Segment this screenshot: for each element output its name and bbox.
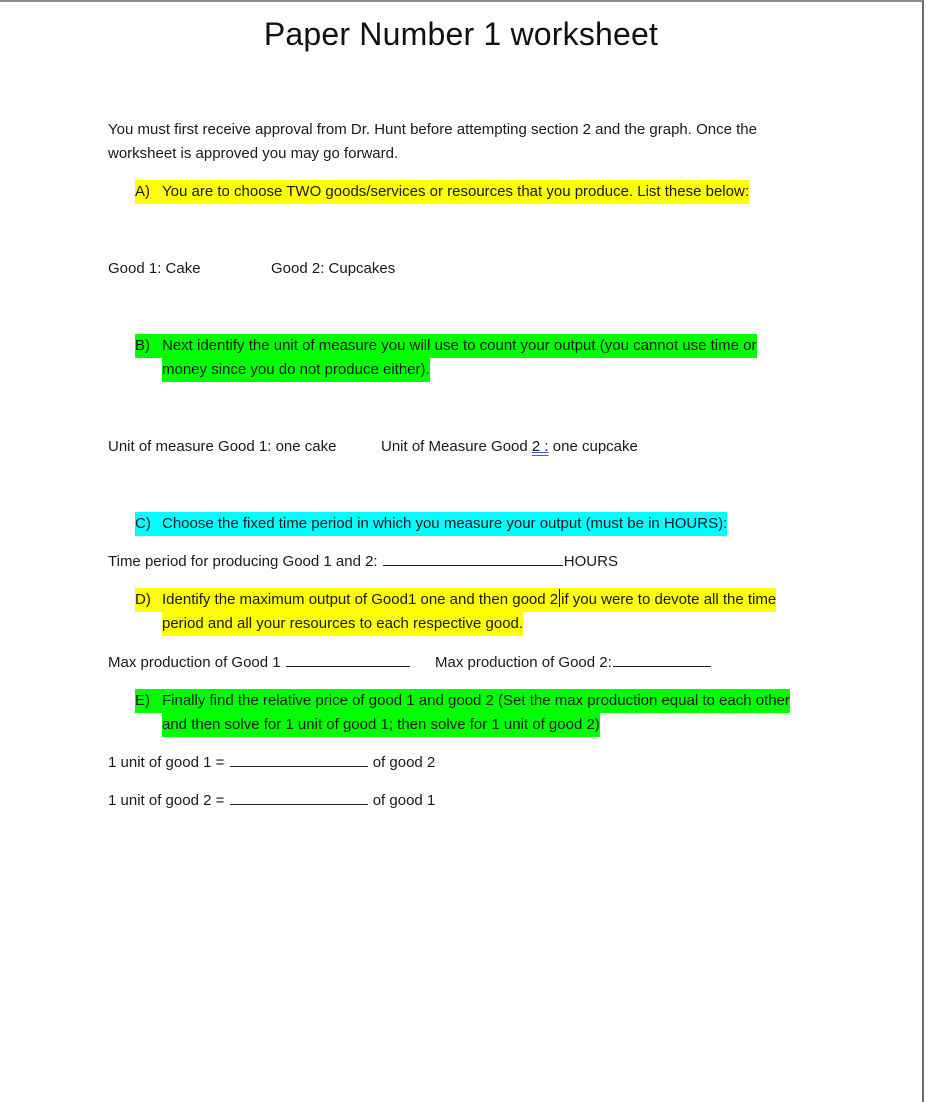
section-a-letter: A) bbox=[135, 183, 150, 200]
relative-price-row-2 bbox=[108, 789, 435, 813]
time-period-label: Time period for producing Good 1 and 2: bbox=[108, 553, 378, 570]
time-period-blank[interactable] bbox=[383, 551, 563, 566]
unit-good-1: Unit of measure Good 1: one cake bbox=[108, 438, 337, 455]
section-d-text-line1-b: if you were to devote all the time bbox=[561, 591, 777, 608]
unit-good-2 bbox=[381, 435, 638, 459]
section-a-text: You are to choose TWO goods/services or resources that you produce. List these below: bbox=[162, 183, 749, 200]
section-b-text-line2: money since you do not produce either). bbox=[162, 358, 430, 382]
relative-price-row-2-label: 1 unit of good 2 = bbox=[108, 792, 225, 809]
unit-good-2-suffix: one cupcake bbox=[548, 438, 638, 455]
section-c-text: Choose the fixed time period in which you measure your output (must be in HOURS): bbox=[162, 515, 728, 532]
max-production-good-2-blank[interactable] bbox=[613, 652, 711, 667]
max-production-good-2-row bbox=[435, 651, 712, 675]
section-b bbox=[135, 334, 757, 382]
relative-price-row-1-label: 1 unit of good 1 = bbox=[108, 754, 225, 771]
time-period-suffix: HOURS bbox=[563, 553, 618, 570]
relative-price-row-1-blank[interactable] bbox=[230, 752, 368, 767]
section-c bbox=[135, 512, 727, 536]
max-production-good-2-label: Max production of Good 2: bbox=[435, 654, 612, 671]
max-production-good-1-blank[interactable] bbox=[286, 652, 410, 667]
relative-price-row-1-suffix: of good 2 bbox=[372, 754, 436, 771]
good-1-entry: Good 1: Cake bbox=[108, 260, 201, 277]
intro-paragraph: You must first receive approval from Dr. Hunt before attempting section 2 and the graph. Once the worksheet is approved you may go forward. bbox=[108, 121, 757, 162]
section-a bbox=[135, 180, 749, 204]
page-title: Paper Number 1 worksheet bbox=[263, 16, 659, 52]
max-production-good-1-label: Max production of Good 1 bbox=[108, 654, 281, 671]
section-c-letter: C) bbox=[135, 515, 151, 532]
section-e-text-line1: Finally find the relative price of good 1 and good 2 (Set the max production equal to each other bbox=[162, 689, 790, 713]
relative-price-row-2-suffix: of good 1 bbox=[372, 792, 436, 809]
good-2-entry: Good 2: Cupcakes bbox=[271, 260, 396, 277]
section-e bbox=[135, 689, 790, 737]
relative-price-row-1 bbox=[108, 751, 435, 775]
section-b-letter: B) bbox=[135, 334, 162, 358]
time-period-row bbox=[108, 550, 618, 574]
section-d-text-line2: period and all your resources to each respective good. bbox=[162, 612, 523, 636]
section-d-letter: D) bbox=[135, 588, 162, 612]
unit-good-2-prefix: Unit of Measure Good bbox=[381, 438, 532, 455]
section-d bbox=[135, 588, 776, 636]
section-b-text-line1: Next identify the unit of measure you will use to count your output (you cannot use time or bbox=[162, 334, 757, 358]
section-e-letter: E) bbox=[135, 689, 162, 713]
section-e-text-line2: and then solve for 1 unit of good 1; then solve for 1 unit of good 2) bbox=[162, 713, 600, 737]
unit-good-2-underlined: 2 : bbox=[531, 438, 549, 455]
max-production-good-1-row bbox=[108, 651, 411, 675]
relative-price-row-2-blank[interactable] bbox=[230, 790, 368, 805]
text-cursor bbox=[559, 589, 560, 607]
section-d-text-line1-a: Identify the maximum output of Good1 one and then good 2 bbox=[162, 591, 559, 608]
